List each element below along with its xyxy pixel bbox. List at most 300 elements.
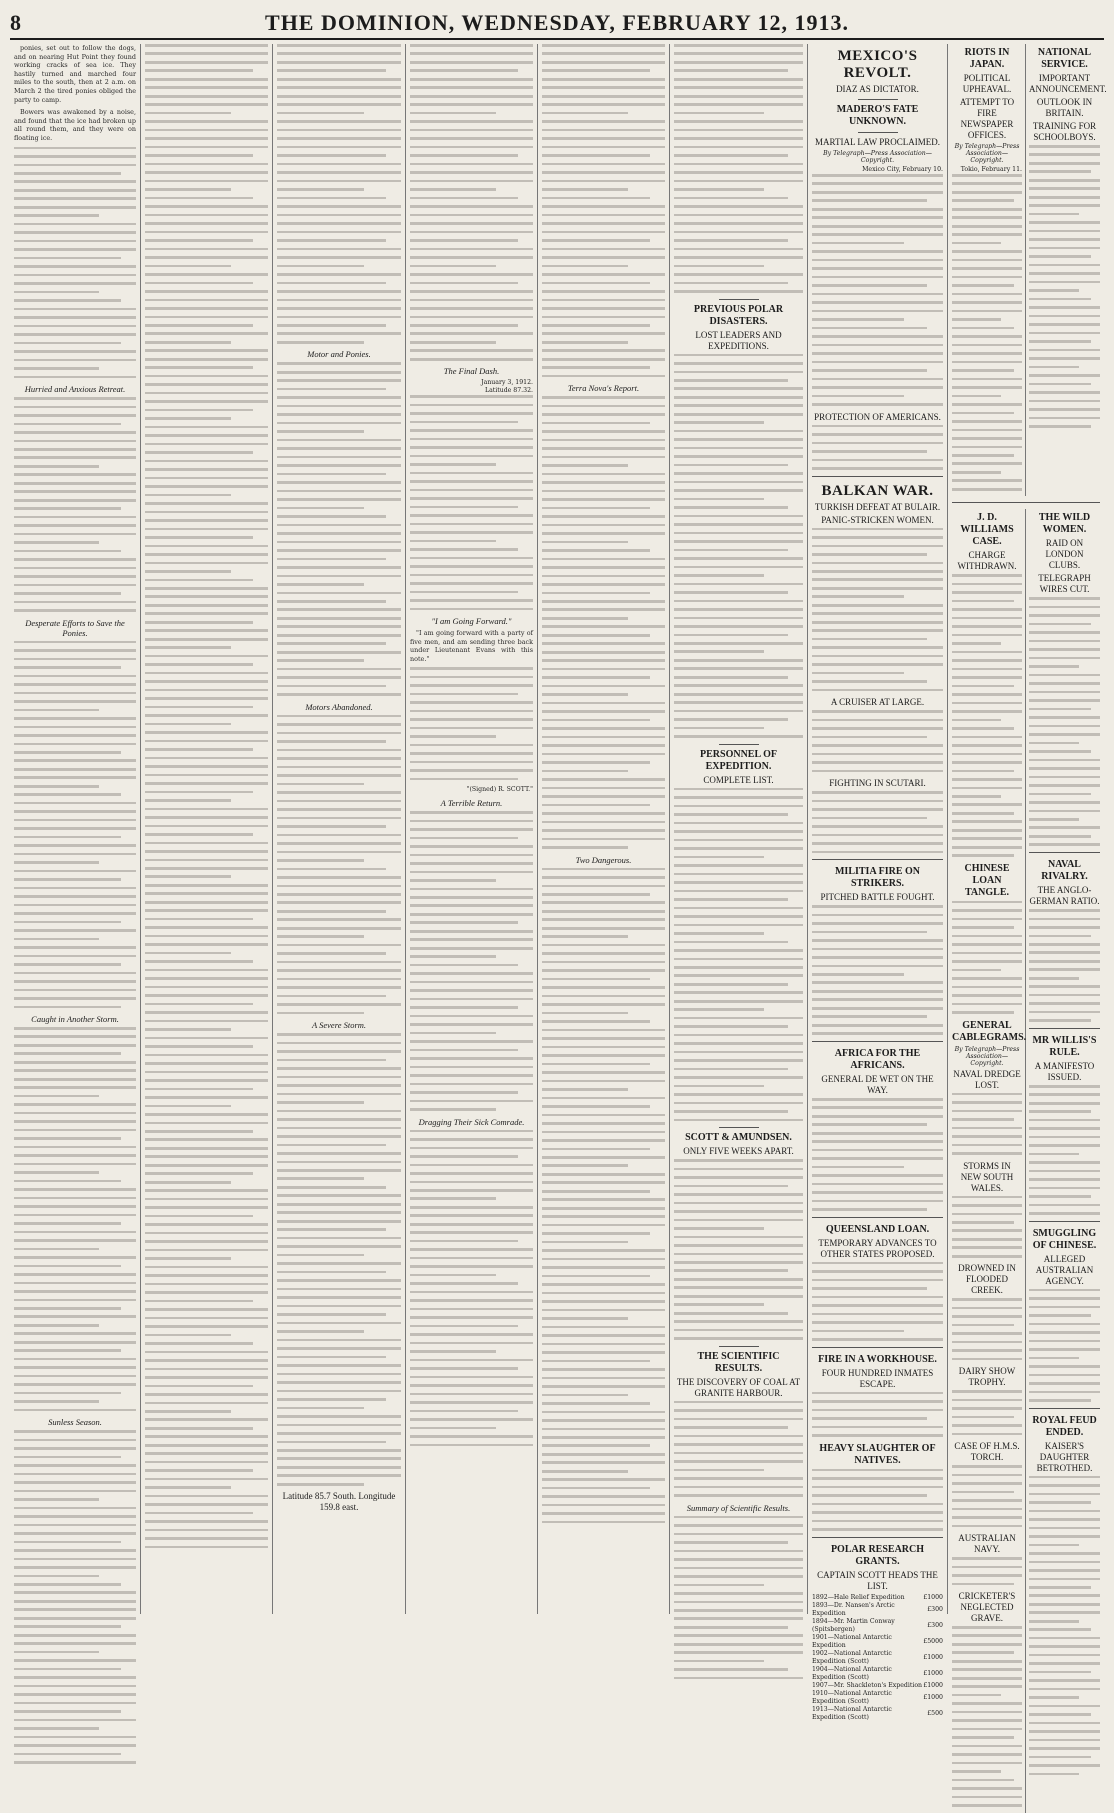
text-line <box>674 489 803 492</box>
text-line <box>410 421 518 424</box>
divider <box>1029 852 1100 853</box>
text-line <box>674 472 803 475</box>
text-line <box>145 1105 231 1108</box>
text-line <box>1029 417 1100 420</box>
text-line <box>277 532 401 535</box>
column-4 <box>406 44 538 1614</box>
text-line <box>14 1498 99 1501</box>
text-line <box>542 1521 665 1524</box>
text-line <box>277 222 401 225</box>
text-line <box>1029 742 1079 745</box>
text-line <box>1029 1518 1100 1521</box>
text-line <box>14 700 136 703</box>
text-line <box>812 587 943 590</box>
text-line <box>812 595 904 598</box>
text-line <box>542 1444 650 1447</box>
text-line <box>1029 1510 1100 1513</box>
text-line <box>542 1122 665 1125</box>
text-line <box>674 735 803 738</box>
text-line <box>145 137 268 140</box>
text-line <box>410 497 533 500</box>
headline-workhouse: FIRE IN A WORKHOUSE. <box>818 1353 937 1365</box>
text-line <box>410 599 533 602</box>
text-line <box>952 736 1022 739</box>
text-line <box>812 301 943 304</box>
subheadline: IMPORTANT ANNOUNCEMENT. <box>1029 73 1107 94</box>
text-line <box>410 324 518 327</box>
text-line <box>410 1350 496 1353</box>
text-line <box>952 1407 1022 1410</box>
text-line <box>1029 1323 1100 1326</box>
text-line <box>952 412 1014 415</box>
text-line <box>410 1108 496 1111</box>
text-line <box>410 171 533 174</box>
text-line <box>542 524 665 527</box>
text-line <box>145 1461 268 1464</box>
text-line <box>410 947 533 950</box>
text-line <box>14 465 99 468</box>
text-line <box>14 1163 136 1166</box>
text-line <box>1029 1527 1100 1530</box>
text-line <box>952 659 1022 662</box>
text-line <box>812 710 943 713</box>
text-line <box>410 1164 533 1167</box>
text-line <box>145 774 268 777</box>
text-line <box>674 991 803 994</box>
text-line <box>1029 909 1100 912</box>
text-line <box>674 701 803 704</box>
text-line <box>674 1176 803 1179</box>
text-line <box>542 69 650 72</box>
text-line <box>812 834 943 837</box>
text-line <box>952 471 1001 474</box>
subheadline: TURKISH DEFEAT AT BULAIR. <box>814 501 941 512</box>
text-line <box>14 308 136 311</box>
text-line <box>277 969 401 972</box>
text-line <box>1029 1289 1100 1292</box>
text-line <box>410 854 533 857</box>
text-line <box>952 488 1022 491</box>
text-line <box>674 634 788 637</box>
text-line <box>14 878 121 881</box>
text-line <box>145 443 268 446</box>
text-line <box>410 222 533 225</box>
text-line <box>952 191 1022 194</box>
text-line <box>14 1676 136 1679</box>
text-line <box>410 429 533 432</box>
text-line <box>812 604 943 607</box>
text-line <box>674 650 764 653</box>
text-line <box>674 78 803 81</box>
text-line <box>277 473 386 476</box>
text-line <box>1029 818 1079 821</box>
text-line <box>542 1275 650 1278</box>
text-line <box>145 316 268 319</box>
text-line <box>410 214 533 217</box>
grant-label: 1910—National Antarctic Expedition (Scott) <box>812 1689 892 1705</box>
text-line <box>812 250 943 253</box>
text-line <box>674 847 803 850</box>
text-line <box>812 922 943 925</box>
text-line <box>542 197 650 200</box>
subheading: A Terrible Return. <box>440 798 503 809</box>
text-line <box>1029 162 1100 165</box>
text-line <box>277 1330 364 1333</box>
text-line <box>952 1221 1014 1224</box>
text-line <box>952 909 1022 912</box>
text-line <box>14 1035 136 1038</box>
text-line <box>277 885 401 888</box>
text-line <box>410 1206 533 1209</box>
text-line <box>1029 425 1091 428</box>
text-filler <box>952 1093 1022 1155</box>
text-line <box>14 853 136 856</box>
text-line <box>145 545 268 548</box>
text-line <box>674 1119 803 1122</box>
text-line <box>812 770 943 773</box>
text-line <box>14 1392 121 1395</box>
text-line <box>542 918 665 921</box>
text-line <box>812 817 927 820</box>
text-line <box>812 425 943 428</box>
text-line <box>542 214 665 217</box>
text-line <box>277 927 401 930</box>
text-line <box>410 137 533 140</box>
text-line <box>145 231 268 234</box>
text-line <box>14 768 136 771</box>
text-line <box>674 1244 803 1247</box>
text-line <box>14 575 136 578</box>
text-line <box>145 375 268 378</box>
text-line <box>14 172 121 175</box>
text-filler <box>145 44 268 1548</box>
text-line <box>952 1711 1022 1714</box>
text-line <box>277 651 401 654</box>
text-line <box>277 541 401 544</box>
grant-label: 1901—National Antarctic Expedition <box>812 1633 892 1649</box>
text-line <box>277 214 401 217</box>
text-line <box>542 608 665 611</box>
latitude-line: Latitude 87.32. <box>484 387 533 395</box>
text-line <box>812 1007 943 1010</box>
text-line <box>145 1410 231 1413</box>
text-line <box>277 1110 401 1113</box>
text-line <box>1029 793 1091 796</box>
text-line <box>542 1411 665 1414</box>
text-line <box>1029 691 1100 694</box>
text-line <box>674 129 803 132</box>
text-line <box>14 709 99 712</box>
text-line <box>1029 1739 1100 1742</box>
text-line <box>674 1312 788 1315</box>
text-line <box>14 1430 136 1433</box>
text-line <box>952 182 1022 185</box>
text-line <box>145 689 268 692</box>
text-line <box>145 468 268 471</box>
text-line <box>145 1300 253 1303</box>
text-line <box>542 422 650 425</box>
text-line <box>542 78 665 81</box>
text-line <box>542 575 665 578</box>
text-line <box>952 1525 1022 1528</box>
text-line <box>812 672 904 675</box>
text-line <box>1029 977 1079 980</box>
text-line <box>277 197 386 200</box>
text-line <box>1029 1127 1100 1130</box>
text-line <box>145 256 268 259</box>
text-line <box>410 446 533 449</box>
text-line <box>1029 1170 1100 1173</box>
text-line <box>410 981 533 984</box>
text-line <box>812 612 943 615</box>
text-line <box>812 182 943 185</box>
text-line <box>674 1102 803 1105</box>
text-line <box>277 61 401 64</box>
text-line <box>674 1401 803 1404</box>
text-line <box>674 1617 803 1620</box>
text-line <box>674 1452 803 1455</box>
text-line <box>674 873 803 876</box>
text-line <box>410 896 533 899</box>
subheadline: MADERO'S FATE UNKNOWN. <box>836 104 919 127</box>
text-line <box>410 1074 533 1077</box>
text-line <box>277 1457 401 1460</box>
text-line <box>812 1015 927 1018</box>
text-line <box>952 986 1022 989</box>
text-line <box>812 981 943 984</box>
text-line <box>542 1071 665 1074</box>
text-line <box>14 1273 136 1276</box>
text-line <box>14 1481 136 1484</box>
text-line <box>14 751 121 754</box>
text-line <box>1029 994 1100 997</box>
text-line <box>14 1617 136 1620</box>
text-line <box>145 120 268 123</box>
text-line <box>1029 623 1091 626</box>
text-line <box>277 583 364 586</box>
text-line <box>542 1088 628 1091</box>
divider <box>812 1217 943 1218</box>
text-line <box>277 1101 364 1104</box>
text-line <box>1029 289 1079 292</box>
text-line <box>542 103 665 106</box>
text-line <box>410 112 496 115</box>
text-line <box>1029 674 1100 677</box>
text-line <box>410 52 533 55</box>
text-line <box>277 859 364 862</box>
text-line <box>952 1482 1022 1485</box>
text-line <box>277 273 401 276</box>
text-line <box>542 52 665 55</box>
text-line <box>1029 767 1100 770</box>
text-line <box>952 583 1022 586</box>
text-line <box>952 1804 1022 1807</box>
text-line <box>277 732 401 735</box>
text-line <box>674 958 803 961</box>
text-line <box>145 265 231 268</box>
text-line <box>1029 255 1091 258</box>
cablegram-head: NAVAL DREDGE LOST. <box>953 1068 1021 1090</box>
text-line <box>145 1045 253 1048</box>
text-line <box>277 481 401 484</box>
text-line <box>145 1520 268 1523</box>
text-line <box>145 1232 268 1235</box>
text-line <box>542 1368 665 1371</box>
text-line <box>542 299 665 302</box>
text-line <box>145 706 253 709</box>
text-line <box>14 1265 121 1268</box>
text-line <box>277 749 401 752</box>
text-line <box>1029 926 1100 929</box>
text-line <box>542 642 665 645</box>
text-line <box>812 825 943 828</box>
text-line <box>145 1206 268 1209</box>
text-line <box>277 413 401 416</box>
text-line <box>952 335 1022 338</box>
text-filler <box>1029 909 1100 1022</box>
text-line <box>542 481 665 484</box>
text-line <box>1029 1187 1100 1190</box>
grant-label: 1894—Mr. Martin Conway (Spitsbergen) <box>812 1617 895 1633</box>
text-line <box>145 757 268 760</box>
text-line <box>542 910 665 913</box>
text-line <box>674 154 788 157</box>
text-line <box>952 600 1014 603</box>
text-line <box>812 327 927 330</box>
text-line <box>812 990 943 993</box>
text-line <box>277 1067 401 1070</box>
text-line <box>14 1146 136 1149</box>
text-line <box>952 174 1022 177</box>
text-line <box>145 646 231 649</box>
text-line <box>14 197 136 200</box>
text-line <box>674 727 764 730</box>
text-line <box>14 550 121 553</box>
text-line <box>1029 306 1100 309</box>
text-line <box>952 361 1022 364</box>
text-line <box>812 1132 943 1135</box>
text-line <box>542 507 650 510</box>
text-line <box>14 1566 136 1569</box>
text-filler <box>410 811 533 1111</box>
text-line <box>1029 340 1091 343</box>
text-line <box>14 870 136 873</box>
text-line <box>145 1427 253 1430</box>
text-line <box>277 1245 401 1248</box>
text-line <box>952 926 1014 929</box>
text-line <box>277 600 386 603</box>
text-line <box>14 1315 136 1318</box>
text-line <box>542 1495 665 1498</box>
text-line <box>674 540 803 543</box>
text-line <box>812 1032 943 1035</box>
headline-cablegrams: GENERAL CABLEGRAMS. <box>952 1019 1027 1043</box>
text-line <box>952 1574 1022 1577</box>
text-line <box>145 740 268 743</box>
subheading: Desperate Efforts to Save the Ponies. <box>25 617 125 638</box>
text-line <box>952 1719 1022 1722</box>
text-line <box>542 490 665 493</box>
text-line <box>542 1377 665 1380</box>
text-line <box>812 646 943 649</box>
text-line <box>277 299 401 302</box>
text-line <box>145 146 268 149</box>
text-filler <box>1029 145 1100 428</box>
text-line <box>410 180 533 183</box>
text-line <box>542 876 665 879</box>
text-line <box>542 1292 665 1295</box>
text-line <box>674 1660 764 1663</box>
text-line <box>277 524 401 527</box>
text-line <box>277 659 364 662</box>
text-line <box>14 592 121 595</box>
text-line <box>542 1037 665 1040</box>
text-filler <box>277 715 401 1015</box>
text-line <box>812 1115 943 1118</box>
text-line <box>542 727 665 730</box>
text-line <box>542 804 650 807</box>
text-line <box>277 876 401 879</box>
text-line <box>410 341 496 344</box>
text-line <box>812 1296 943 1299</box>
text-line <box>1029 776 1100 779</box>
text-line <box>14 1583 121 1586</box>
text-line <box>145 1334 231 1337</box>
text-line <box>952 727 1014 730</box>
subheading: Sunless Season. <box>48 1417 102 1428</box>
text-line <box>542 549 650 552</box>
text-line <box>410 1138 533 1141</box>
text-line <box>277 1228 386 1231</box>
text-line <box>812 259 943 262</box>
text-line <box>952 1011 1014 1014</box>
text-line <box>674 354 803 357</box>
text-line <box>812 318 904 321</box>
text-line <box>812 744 943 747</box>
text-line <box>1029 1374 1100 1377</box>
text-line <box>542 1097 665 1100</box>
text-line <box>145 409 253 412</box>
grant-amount: £300 <box>927 1605 943 1613</box>
text-line <box>952 787 1022 790</box>
text-filler <box>277 44 401 344</box>
subheadline: MARTIAL LAW PROCLAIMED. <box>815 137 940 147</box>
text-line <box>812 1330 904 1333</box>
text-line <box>542 154 650 157</box>
text-line <box>812 736 927 739</box>
text-line <box>542 625 665 628</box>
text-line <box>542 1020 650 1023</box>
text-line <box>145 1317 268 1320</box>
text-line <box>812 310 943 313</box>
text-line <box>14 299 121 302</box>
text-line <box>952 952 1022 955</box>
text-line <box>952 395 1001 398</box>
text-line <box>277 430 364 433</box>
text-line <box>410 820 533 823</box>
text-line <box>542 617 628 620</box>
cablegram-head: STORMS IN NEW SOUTH WALES. <box>960 1160 1014 1193</box>
text-line <box>14 1549 136 1552</box>
text-line <box>542 188 628 191</box>
text-line <box>674 856 764 859</box>
text-line <box>952 1651 1014 1654</box>
text-line <box>674 188 764 191</box>
text-line <box>542 1063 650 1066</box>
text-line <box>1029 784 1100 787</box>
text-line <box>542 439 665 442</box>
text-line <box>410 1240 518 1243</box>
